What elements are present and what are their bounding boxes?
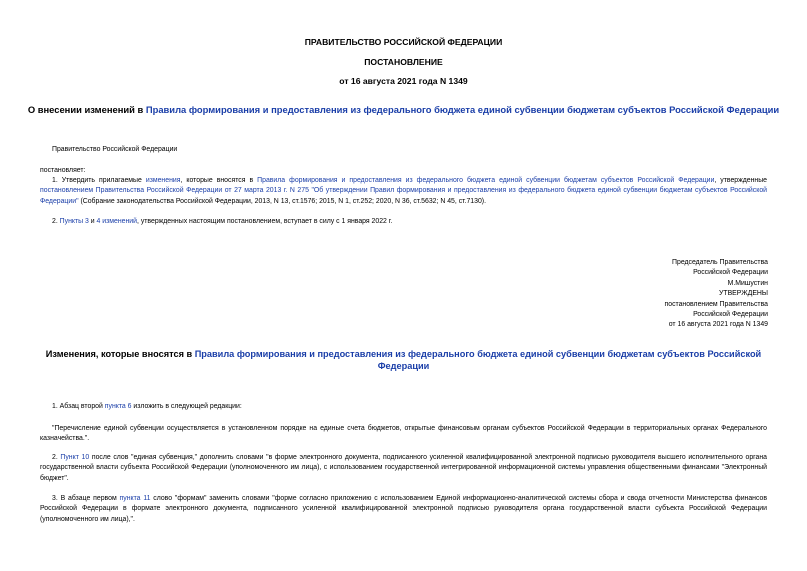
changes-rules-link[interactable]: Правила формирования и предоставления из федерального бюджета единой субвенции бюджетам субъектов Российской Федерации — [194, 349, 762, 371]
approved-date: от 16 августа 2021 года N 1349 — [668, 321, 768, 329]
signature-block — [520, 258, 768, 331]
issuer-text: Правительство Российской Федерации — [52, 146, 178, 153]
amendments-link[interactable]: изменения — [145, 177, 181, 184]
p2-text-c: , утвержденных настоящим постановлением, вступает в силу с 1 января 2022 г. — [136, 218, 393, 225]
item3-text-b: слово "формам" заменить словами "форме согласно приложению с использованием Единой информационно-аналитической системы сбора и свода отчетности Министерства финансов Российской Федерации в формате электронного документа, подписанного усиленной квалифицированной электронной подписью руководителя органа государственной власти субъекта Российской Федерации (уполномоченного им лица),". — [40, 495, 768, 523]
approved-label: УТВЕРЖДЕНЫ — [719, 290, 768, 298]
items-3-link[interactable]: Пункты 3 — [59, 218, 89, 225]
p1-text-b: , которые вносятся в — [180, 177, 258, 184]
point-10-link[interactable]: Пункт 10 — [60, 454, 90, 461]
signer-name: М.Мишустин — [727, 279, 768, 287]
item1-text-b: изложить в следующей редакции: — [131, 403, 242, 410]
approved-org: Российской Федерации — [693, 311, 768, 319]
change-quote-1: "Перечисление единой субвенции осуществляется в установленном порядке на единые счета бюджетов, открытые финансовым органам субъектов Российской Федерации в территориальных органах Федерального казначейства.". — [40, 425, 767, 443]
p2-text-b: и — [88, 218, 97, 225]
change-item-1 — [52, 402, 242, 412]
paragraph-1 — [40, 176, 767, 207]
signer-position: Председатель Правительства — [672, 259, 768, 266]
decree-text: постановляет: — [40, 167, 86, 174]
p1-text-d: (Собрание законодательства Российской Федерации, 2013, N 13, ст.1576; 2015, N 1, ст.252; 2020, N 36, ст.5632; N 45, ст.7130). — [78, 197, 487, 205]
item1-text-a: 1. Абзац второй — [52, 403, 105, 410]
title-prefix: О внесении изменений в — [27, 104, 146, 115]
p1-text-c: , утвержденные — [714, 177, 767, 184]
document-title — [0, 104, 807, 115]
change-item-2 — [40, 453, 767, 484]
paragraph-2 — [52, 217, 392, 227]
item2-text-b: после слов "единая субвенция," дополнить словами "в форме электронного документа, подписанного усиленной квалифицированной электронной подписью руководителя высшего исполнительного органа государственной власти субъекта Российской Федерации (уполномоченного им лица), с использованием государственной интегрированной информационной системы управления общественными финансами "Электронный бюджет". — [40, 454, 767, 482]
rules-link[interactable]: Правила формирования и предоставления из федерального бюджета единой субвенции бюджетам субъектов Российской Федерации — [145, 104, 780, 115]
point-11-link[interactable]: пункта 11 — [119, 495, 151, 502]
point-6-link[interactable]: пункта 6 — [104, 403, 132, 410]
p1-text-a: 1. Утвердить прилагаемые — [52, 177, 146, 184]
change-item-3 — [40, 494, 767, 525]
rules-link-2[interactable]: Правила формирования и предоставления из федерального бюджета единой субвенции бюджетам субъектов Российской Федерации — [257, 177, 715, 184]
doc-type-heading: ПОСТАНОВЛЕНИЕ — [364, 57, 443, 67]
items-4-link[interactable]: 4 изменений — [96, 218, 137, 225]
resolution-275-link[interactable]: постановлением Правительства Российской Федерации от 27 марта 2013 г. N 275 "Об утверждении Правил формирования и предоставления из федерального бюджета единой субвенции бюджетам субъектов Российской Федерации" — [40, 187, 767, 205]
government-heading: ПРАВИТЕЛЬСТВО РОССИЙСКОЙ ФЕДЕРАЦИИ — [304, 37, 503, 47]
p2-text-a: 2. — [52, 218, 60, 225]
changes-title-prefix: Изменения, которые вносятся в — [45, 349, 195, 359]
signer-org: Российской Федерации — [693, 269, 768, 277]
item3-text-a: 3. В абзаце первом — [52, 495, 120, 502]
approved-by: постановлением Правительства — [664, 300, 768, 308]
changes-title — [40, 349, 767, 372]
date-number-heading: от 16 августа 2021 года N 1349 — [339, 76, 468, 86]
item2-text-a: 2. — [52, 454, 61, 461]
